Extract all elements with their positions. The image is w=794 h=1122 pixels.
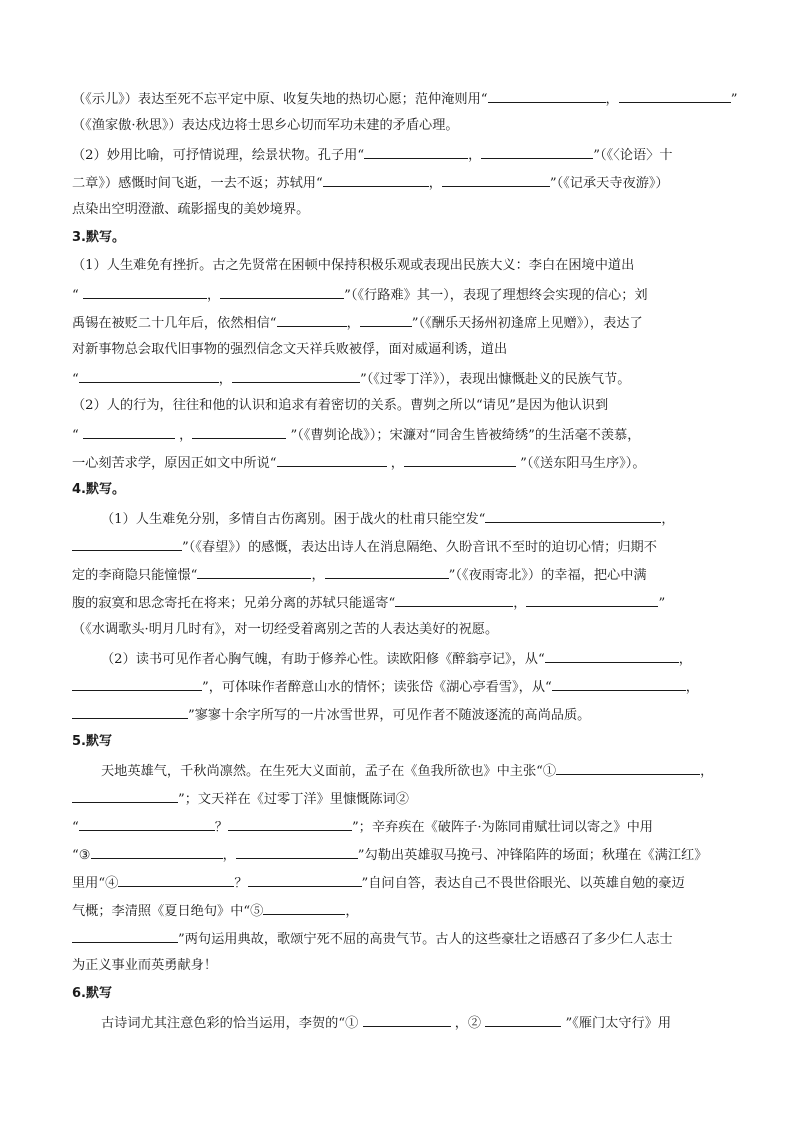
- text-segment: 古诗词尤其注意色彩的恰当运用，李贺的“①: [101, 1016, 363, 1031]
- answer-blank[interactable]: [72, 929, 178, 943]
- answer-blank[interactable]: [72, 789, 178, 803]
- answer-blank[interactable]: [325, 565, 449, 579]
- answer-blank[interactable]: [363, 1013, 451, 1027]
- text-segment: ，: [685, 680, 699, 695]
- text-segment: 一心刻苦求学，原因正如文中所说“: [72, 456, 277, 471]
- text-segment: （1）人生难免有挫折。古之先贤常在困顿中保持积极乐观或表现出民族大义：李白在困境中道出: [72, 258, 635, 273]
- answer-blank[interactable]: [552, 677, 686, 691]
- answer-blank[interactable]: [236, 845, 358, 859]
- answer-blank[interactable]: [192, 425, 286, 439]
- section-heading: [72, 481, 724, 499]
- answer-blank[interactable]: [556, 761, 700, 775]
- text-line: [72, 341, 724, 359]
- text-segment: ”: [730, 92, 738, 107]
- text-line: [72, 173, 724, 193]
- answer-blank[interactable]: [72, 705, 188, 719]
- text-segment: 天地英雄气，千秋尚凛然。在生死大义面前，孟子在《鱼我所欲也》中主张“①: [101, 764, 557, 779]
- text-segment: ，: [206, 288, 221, 303]
- answer-blank[interactable]: [263, 901, 345, 915]
- text-segment: ，: [605, 92, 619, 107]
- answer-blank[interactable]: [197, 565, 311, 579]
- text-line: [72, 901, 724, 921]
- text-segment: ，: [222, 848, 236, 863]
- text-segment: 对新事物总会取代旧事物的强烈信念文天祥兵败被俘，面对威逼利诱，道出: [72, 342, 508, 357]
- answer-blank[interactable]: [83, 285, 207, 299]
- text-segment: 5.默写: [72, 734, 112, 749]
- text-line: [72, 593, 724, 613]
- text-line: [72, 89, 738, 109]
- text-segment: 4.默写。: [72, 482, 125, 497]
- text-line: [72, 817, 724, 837]
- text-segment: 定的李商隐只能憧憬“: [72, 568, 198, 583]
- text-segment: （《示儿》）表达至死不忘平定中原、收复失地的热切心愿；范仲淹则用“: [72, 92, 488, 107]
- text-segment: 二章》）感慨时间飞逝，一去不返；苏轼用“: [72, 176, 323, 191]
- text-segment: ”；文天祥在《过零丁洋》里慷慨陈词②: [178, 792, 409, 807]
- answer-blank[interactable]: [395, 593, 513, 607]
- text-line: [72, 201, 724, 219]
- text-segment: ，: [174, 428, 193, 443]
- text-line: [72, 537, 724, 557]
- text-segment: （《水调歌头·明月几时有》，对一切经受着离别之苦的人表达美好的祝愿。: [72, 622, 499, 637]
- answer-blank[interactable]: [79, 817, 215, 831]
- answer-blank[interactable]: [404, 453, 516, 467]
- text-line: [101, 1013, 724, 1033]
- answer-blank[interactable]: [248, 873, 362, 887]
- text-segment: （2）妙用比喻，可抒情说理，绘景状物。孔子用“: [72, 148, 365, 163]
- answer-blank[interactable]: [485, 1013, 561, 1027]
- text-segment: （2）人的行为，往往和他的认识和追求有着密切的关系。曹刿之所以“请见”是因为他认识到: [72, 398, 609, 413]
- answer-blank[interactable]: [545, 649, 679, 663]
- text-segment: （《渔家傲·秋思》）表达戍边将士思乡心切而军功未建的矛盾心理。: [72, 118, 459, 133]
- text-segment: ，: [346, 316, 360, 331]
- answer-blank[interactable]: [118, 873, 234, 887]
- text-segment: ”（《行路难》其一），表现了理想终会实现的信心；刘: [344, 288, 648, 303]
- text-segment: ，: [661, 512, 675, 527]
- text-line: [72, 117, 724, 135]
- text-segment: ”: [658, 596, 666, 611]
- text-line: [72, 397, 724, 415]
- answer-blank[interactable]: [277, 453, 387, 467]
- text-segment: “: [72, 288, 83, 303]
- text-segment: ？: [214, 820, 228, 835]
- answer-blank[interactable]: [228, 817, 352, 831]
- text-segment: ”（《春望》）的感慨，表达出诗人在消息隔绝、久盼音讯不至时的迫切心情；归期不: [182, 540, 657, 555]
- answer-blank[interactable]: [277, 313, 347, 327]
- section-heading: [72, 985, 724, 1003]
- text-segment: 3.默写。: [72, 230, 125, 245]
- text-segment: ”（《曹刿论战》）；宋濂对“同舍生皆被绮绣”的生活毫不羡慕，: [286, 428, 641, 443]
- text-segment: 6.默写: [72, 986, 112, 1001]
- text-line: [72, 621, 724, 639]
- text-segment: 为正义事业而英勇献身！: [72, 958, 218, 973]
- text-segment: ，: [311, 568, 325, 583]
- text-line: [72, 285, 724, 305]
- text-segment: （2）读书可见作者心胸气魄，有助于修养心性。读欧阳修《醉翁亭记》，从“: [101, 652, 545, 667]
- text-line: [72, 789, 724, 809]
- text-segment: ”寥寥十余字所写的一片冰雪世界，可见作者不随波逐流的高尚品质。: [188, 708, 591, 723]
- answer-blank[interactable]: [619, 89, 731, 103]
- text-segment: ，: [700, 764, 714, 779]
- text-segment: ，: [678, 652, 692, 667]
- text-segment: 气概；李清照《夏日绝句》中“⑤: [72, 904, 264, 919]
- answer-blank[interactable]: [232, 369, 360, 383]
- text-segment: ”勾勒出英雄驭马挽弓、冲锋陷阵的场面；秋瑾在《满江红》: [357, 848, 708, 863]
- text-segment: ”；辛弃疾在《破阵子·为陈同甫赋壮词以寄之》中用: [351, 820, 653, 835]
- text-line: [72, 425, 724, 445]
- answer-blank[interactable]: [360, 313, 412, 327]
- text-segment: 点染出空明澄澈、疏影摇曳的美妙境界。: [72, 202, 310, 217]
- text-line: [72, 565, 724, 585]
- answer-blank[interactable]: [83, 425, 175, 439]
- text-segment: ”两句运用典故，歌颂宁死不屈的高贵气节。古人的这些豪壮之语感召了多少仁人志士: [178, 932, 673, 947]
- answer-blank[interactable]: [364, 145, 468, 159]
- text-line: [72, 313, 724, 333]
- text-line: [72, 957, 724, 975]
- text-line: [72, 929, 724, 949]
- text-segment: ”（《过零丁洋》），表现出慷慨赴义的民族气节。: [359, 372, 631, 387]
- text-line: [72, 257, 724, 275]
- text-segment: （1）人生难免分别，多情自古伤离别。困于战火的杜甫只能空发“: [101, 512, 486, 527]
- text-segment: ”（《夜雨寄北》）的幸福，把心中满: [448, 568, 647, 583]
- text-line: [72, 369, 724, 389]
- answer-blank[interactable]: [442, 173, 550, 187]
- text-segment: ”，可体味作者醉意山水的情怀；读张岱《湖心亭看雪》，从“: [202, 680, 552, 695]
- text-segment: ，: [428, 176, 442, 191]
- section-heading: [72, 229, 724, 247]
- text-segment: ”自问自答，表达自己不畏世俗眼光、以英雄自勉的豪迈: [361, 876, 685, 891]
- text-line: [72, 145, 724, 165]
- text-segment: ”（《送东阳马生序》）。: [515, 456, 646, 471]
- text-segment: ，: [468, 148, 482, 163]
- text-segment: 里用“④: [72, 876, 119, 891]
- text-segment: “: [72, 820, 79, 835]
- text-segment: ，: [345, 904, 359, 919]
- text-line: [72, 705, 724, 725]
- text-segment: ，: [218, 372, 232, 387]
- text-segment: ，: [513, 596, 527, 611]
- text-segment: ”（《酬乐天扬州初逢席上见赠》），表达了: [411, 316, 643, 331]
- text-segment: ，: [386, 456, 404, 471]
- answer-blank[interactable]: [526, 593, 658, 607]
- text-line: [101, 509, 724, 529]
- text-line: [72, 677, 724, 697]
- answer-blank[interactable]: [488, 89, 606, 103]
- text-line: [101, 761, 724, 781]
- answer-blank[interactable]: [91, 845, 223, 859]
- answer-blank[interactable]: [323, 173, 429, 187]
- answer-blank[interactable]: [72, 537, 182, 551]
- section-heading: [72, 733, 724, 751]
- text-line: [72, 453, 724, 473]
- text-segment: “③: [72, 848, 91, 863]
- text-segment: ”（《记承天寺夜游》）: [549, 176, 669, 191]
- answer-blank[interactable]: [72, 677, 202, 691]
- text-segment: “: [72, 372, 79, 387]
- text-segment: ”《雁门太守行》用: [561, 1016, 672, 1031]
- text-segment: ”（《〈论语〉十: [593, 148, 673, 163]
- text-segment: 腹的寂寞和思念寄托在将来；兄弟分离的苏轼只能遥寄“: [72, 596, 396, 611]
- text-segment: 禹锡在被贬二十几年后，依然相信“: [72, 316, 277, 331]
- text-line: [101, 649, 724, 669]
- answer-blank[interactable]: [79, 369, 219, 383]
- text-segment: ，②: [450, 1016, 486, 1031]
- text-segment: ？: [234, 876, 248, 891]
- answer-blank[interactable]: [220, 285, 344, 299]
- answer-blank[interactable]: [481, 145, 593, 159]
- answer-blank[interactable]: [485, 509, 661, 523]
- text-segment: “: [72, 428, 83, 443]
- text-line: [72, 873, 724, 893]
- text-line: [72, 845, 724, 865]
